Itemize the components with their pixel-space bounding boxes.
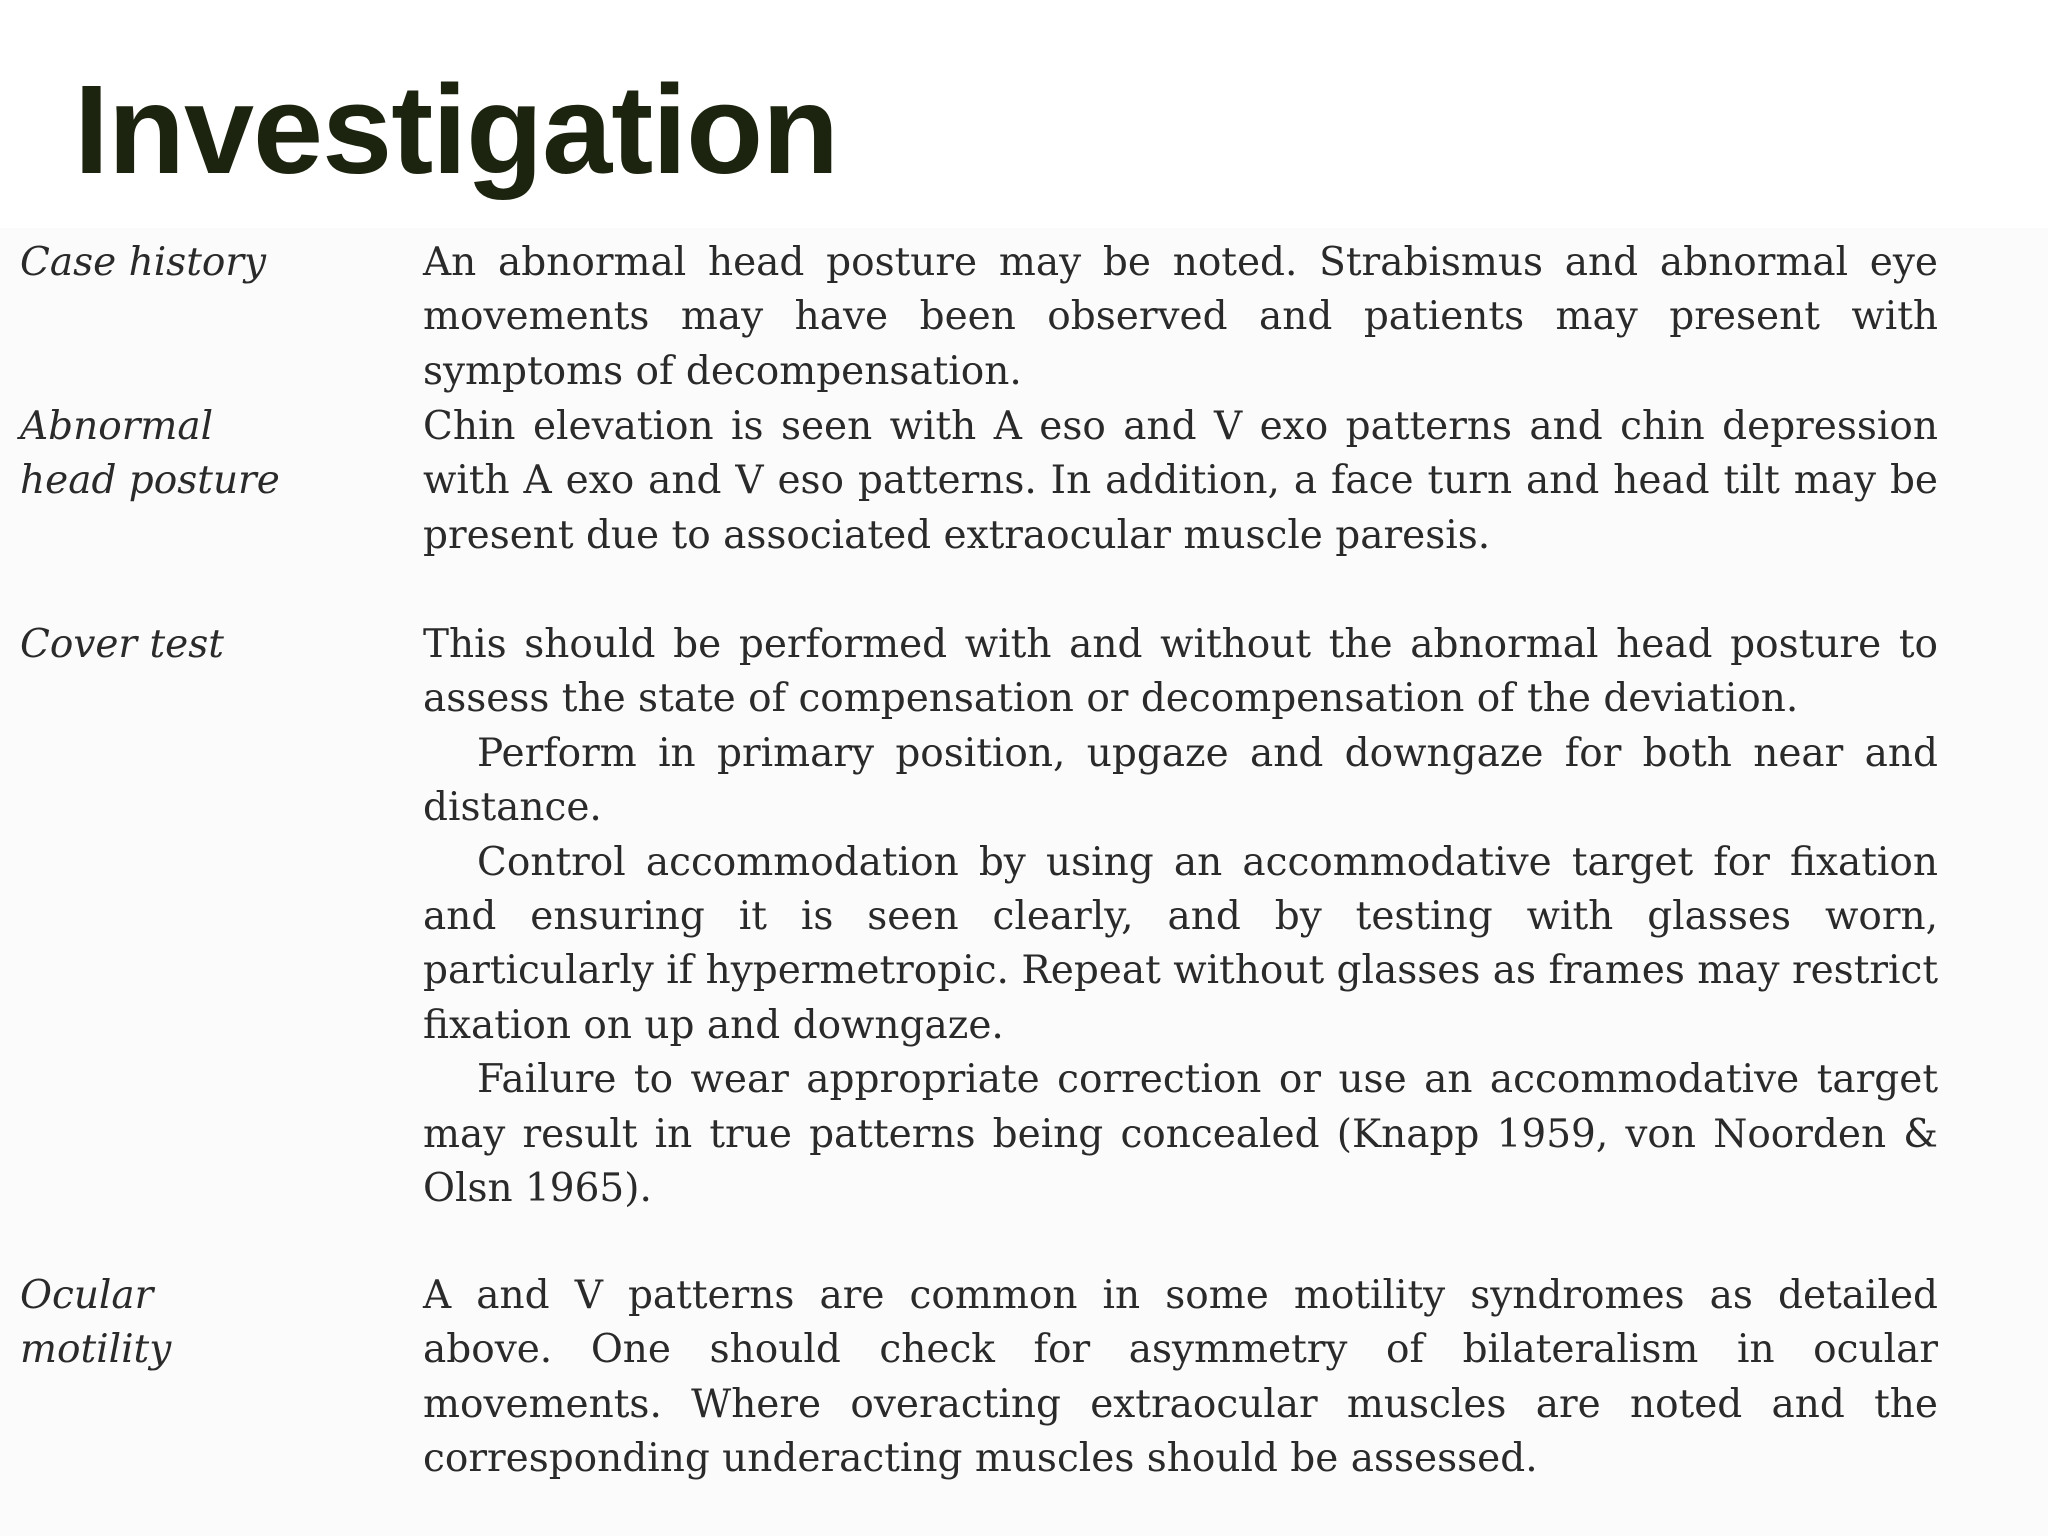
term-line: Abnormal [20,404,214,449]
paragraph: Control accommodation by using an accommodative target for fixation and ensuring it is seen clearly, and by testing with glasses worn, particularly if hypermetropic. Repeat without glasses as frames may restrict fixation on up and downgaze. [423,839,1938,1048]
scanned-text-page [0,228,2048,1536]
term-label [20,1269,400,1378]
term-line: Cover test [20,622,224,667]
paragraph: Chin elevation is seen with A eso and V exo patterns and chin depression with A exo and V eso patterns. In addition, a face turn and head tilt may be present due to associated extraocular muscle paresis. [423,404,1938,558]
paragraph: This should be performed with and without the abnormal head posture to assess the state of compensation or decompensation of the deviation. [423,622,1938,722]
term-label [20,618,400,672]
term-line: head posture [20,458,280,504]
term-label [20,400,400,509]
paragraph: A and V patterns are common in some motility syndromes as detailed above. One should check for asymmetry of bilateralism in ocular movements. Where overacting extraocular muscles are noted and the corresponding underacting muscles should be assessed. [423,1273,1938,1482]
definition [423,236,1938,399]
definition [423,1269,1938,1487]
slide-title: Investigation [74,59,839,200]
term-line: motility [20,1327,172,1373]
term-line: Ocular [20,1273,154,1318]
paragraph: Failure to wear appropriate correction or use an accommodative target may result in true patterns being concealed (Knapp 1959, von Noorden & Olsn 1965). [423,1057,1938,1212]
definition [423,400,1938,563]
term-label [20,236,400,290]
term-line: Case history [20,240,267,285]
definition [423,618,1938,1216]
paragraph: Perform in primary position, upgaze and downgaze for both near and distance. [423,730,1938,831]
paragraph: An abnormal head posture may be noted. Strabismus and abnormal eye movements may have been observed and patients may present with symptoms of decompensation. [423,240,1938,394]
